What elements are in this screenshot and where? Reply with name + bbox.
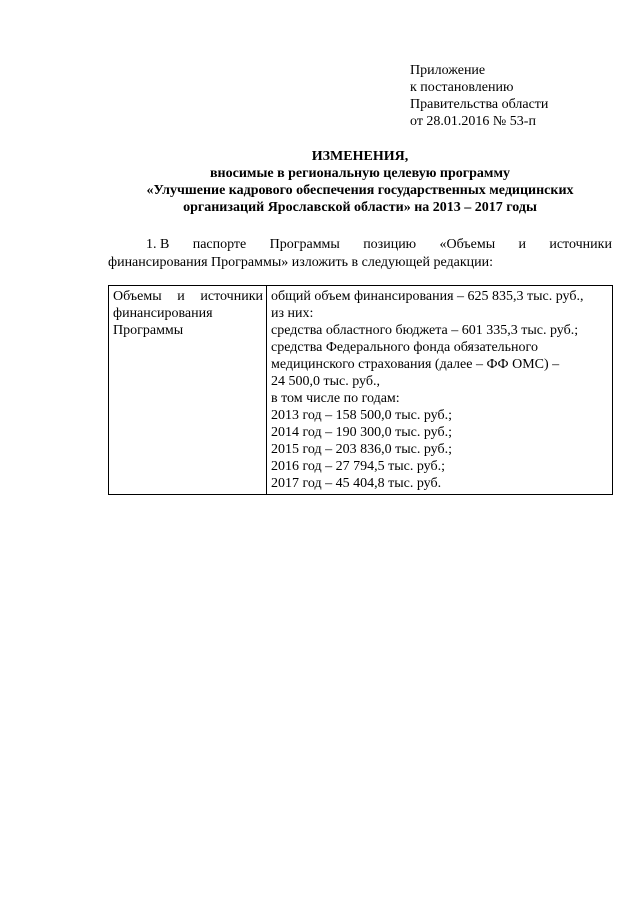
value-line: общий объем финансирования – 625 835,3 тыс. руб., bbox=[271, 289, 584, 304]
value-line: 24 500,0 тыс. руб., bbox=[271, 374, 380, 389]
paragraph-line-2: финансирования Программы» изложить в следующей редакции: bbox=[108, 255, 493, 270]
title-line: организаций Ярославской области» на 2013 – 2017 годы bbox=[183, 200, 537, 215]
value-line: медицинского страхования (далее – ФФ ОМС) – bbox=[271, 357, 560, 372]
value-line: в том числе по годам: bbox=[271, 391, 400, 406]
paragraph-word: и bbox=[518, 237, 526, 252]
value-line: из них: bbox=[271, 306, 314, 321]
value-line: 2017 год – 45 404,8 тыс. руб. bbox=[271, 476, 442, 491]
paragraph-line-1 bbox=[108, 236, 612, 254]
label-word: источники bbox=[200, 289, 263, 304]
value-line: 2013 год – 158 500,0 тыс. руб.; bbox=[271, 408, 452, 423]
passport-table bbox=[108, 285, 613, 495]
table-row bbox=[109, 286, 613, 495]
paragraph-word: Программы bbox=[269, 237, 340, 252]
value-line: средства Федерального фонда обязательного bbox=[271, 340, 538, 355]
label-word: Объемы bbox=[113, 289, 162, 304]
appendix-line: к постановлению bbox=[410, 80, 514, 95]
table-label-cell bbox=[109, 286, 267, 495]
title-line: вносимые в региональную целевую программу bbox=[210, 166, 510, 181]
appendix-line: Правительства области bbox=[410, 97, 549, 112]
value-line: средства областного бюджета – 601 335,3 тыс. руб.; bbox=[271, 323, 579, 338]
title-line: «Улучшение кадрового обеспечения государственных медицинских bbox=[146, 183, 574, 198]
label-line-2: финансирования bbox=[113, 306, 213, 321]
paragraph-word: источники bbox=[549, 237, 612, 252]
label-line-3: Программы bbox=[113, 323, 184, 338]
body-paragraph bbox=[108, 236, 612, 272]
paragraph-word: 1. В bbox=[146, 237, 170, 252]
value-line: 2015 год – 203 836,0 тыс. руб.; bbox=[271, 442, 452, 457]
paragraph-word: позицию bbox=[363, 237, 417, 252]
appendix-block bbox=[410, 62, 548, 130]
label-line-1 bbox=[113, 288, 263, 305]
appendix-line: от 28.01.2016 № 53-п bbox=[410, 114, 536, 129]
table-value-cell bbox=[267, 286, 613, 495]
title-line: ИЗМЕНЕНИЯ, bbox=[311, 149, 409, 164]
document-title bbox=[100, 148, 620, 216]
value-line: 2016 год – 27 794,5 тыс. руб.; bbox=[271, 459, 445, 474]
appendix-line: Приложение bbox=[410, 63, 486, 78]
label-word: и bbox=[177, 289, 185, 304]
paragraph-word: паспорте bbox=[192, 237, 247, 252]
value-line: 2014 год – 190 300,0 тыс. руб.; bbox=[271, 425, 452, 440]
paragraph-word: «Объемы bbox=[439, 237, 496, 252]
